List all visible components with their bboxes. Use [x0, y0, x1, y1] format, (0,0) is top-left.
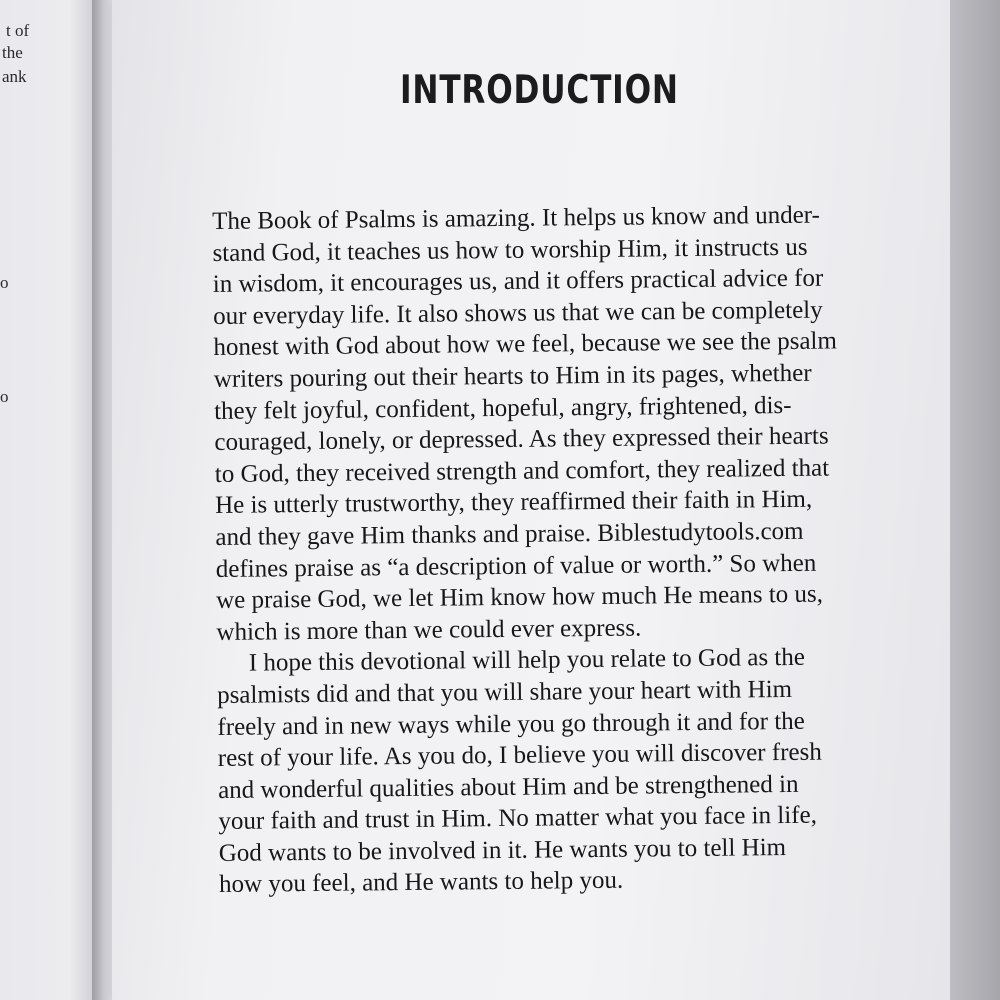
- paragraph-2-line: psalmists did and that you will share your heart with Him: [216, 675, 793, 709]
- paragraph-1-line: defines praise as “a description of value or worth.” So when: [215, 549, 817, 583]
- paragraph-1-line: and they gave Him thanks and praise. Biblestudytools.com: [215, 517, 804, 551]
- left-page-fragment: o: [0, 273, 9, 292]
- paragraph-2-line: God wants to be involved in it. He wants you to tell Him: [218, 833, 787, 867]
- paragraph-1-line: honest with God about how we feel, because we see the psalm: [213, 327, 838, 362]
- paragraph-1-line: stand God, it teaches us how to worship Him, it instructs us: [212, 233, 808, 267]
- paragraph-2-line: and wonderful qualities about Him and be strengthened in: [217, 770, 799, 804]
- paragraph-1-line: couraged, lonely, or depressed. As they expressed their hearts: [214, 422, 829, 457]
- left-page-fragment: o: [0, 387, 9, 406]
- paragraph-1-line: in wisdom, it encourages us, and it offers practical advice for: [212, 264, 824, 299]
- page-edge-shadow: [950, 0, 1000, 1000]
- left-page-fragment: t of: [6, 21, 30, 40]
- paragraph-2-line: your faith and trust in Him. No matter what you face in life,: [218, 801, 818, 836]
- paragraph-2-line: freely and in new ways while you go through it and for the: [217, 707, 805, 741]
- paragraph-1-line: we praise God, we let Him know how much He means to us,: [215, 580, 824, 615]
- left-page: [0, 0, 100, 1000]
- paragraph-1-line: to God, they received strength and comfort, they realized that: [214, 454, 830, 488]
- left-page-fragment: the: [2, 43, 23, 62]
- paragraph-2-line: I hope this devotional will help you relate to God as the: [248, 644, 806, 677]
- paragraph-2-line: how you feel, and He wants to help you.: [218, 867, 624, 899]
- paragraph-1-line: our everyday life. It also shows us that we can be completely: [213, 296, 823, 330]
- paragraph-2-line: rest of your life. As you do, I believe you will discover fresh: [217, 738, 822, 773]
- paragraph-1-line: they felt joyful, confident, hopeful, angry, frightened, dis-: [214, 391, 792, 425]
- paragraph-1-line: The Book of Psalms is amazing. It helps us know and under-: [212, 201, 821, 235]
- body-text: [212, 199, 919, 901]
- left-page-fragment: ank: [2, 67, 27, 86]
- paragraph-1-line: He is utterly trustworthy, they reaffirmed their faith in Him,: [214, 486, 813, 520]
- page-title: INTRODUCTION: [400, 68, 679, 113]
- paragraph-1-line: which is more than we could ever express.: [216, 614, 642, 646]
- paragraph-1-line: writers pouring out their hearts to Him in its pages, whether: [213, 359, 812, 393]
